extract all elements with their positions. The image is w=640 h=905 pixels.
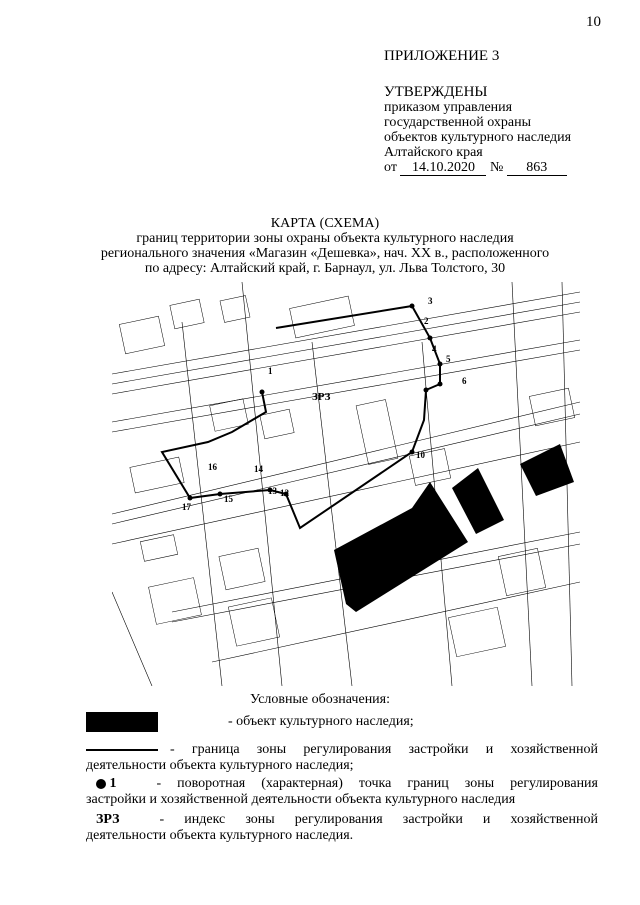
point-label: 12 [280,488,289,498]
map-title: КАРТА (СХЕМА) [270,216,380,231]
legend-text-cont: деятельности объекта культурного наследия. [86,828,354,844]
point-marker: 1 [109,776,117,791]
order-line: объектов культурного наследия [384,130,572,145]
order-date-line [384,160,571,176]
legend-item-index [86,812,598,844]
point-label: 3 [428,296,433,306]
legend-item-heritage [86,712,598,732]
legend-text: - граница зоны регулирования застройки и хозяйственной [170,742,598,757]
dot-icon [96,779,106,789]
boundary-line-swatch [86,749,158,751]
zone-index-marker: ЗРЗ [96,812,120,827]
approval-order-block [384,100,571,176]
point-label: 2 [424,316,429,326]
cadastral-map [112,282,580,686]
page-number: 10 [586,14,601,30]
point-label: 15 [224,494,233,504]
point-label: 4 [432,344,437,354]
map-title-block [90,216,560,276]
legend-text-cont: деятельности объекта культурного наследия; [86,758,354,773]
point-swatch [86,776,157,792]
date-prefix: от [384,160,397,175]
legend-text: - поворотная (характерная) точка границ зоны регулирования [156,776,598,792]
map-subtitle-line: по адресу: Алтайский край, г. Барнаул, ул. Льва Толстого, 30 [144,261,506,276]
order-line: Алтайского края [384,145,483,160]
order-line: приказом управления [384,100,513,115]
zone-index-label: ЗРЗ [312,391,331,403]
number-sign: № [489,160,504,175]
point-label: 16 [208,462,217,472]
map-subtitle-line: границ территории зоны охраны объекта культурного наследия [136,231,514,246]
order-date: 14.10.2020 [400,160,486,176]
legend-text: - объект культурного наследия; [228,714,414,730]
point-label: 13 [268,486,277,496]
point-label: 14 [254,464,263,474]
legend-title: Условные обозначения: [249,692,391,707]
point-label: 1 [268,366,273,376]
map-subtitle-line: регионального значения «Магазин «Дешевка», нач. XX в., расположенного [100,246,550,261]
point-label: 6 [462,376,467,386]
point-label: 10 [416,450,425,460]
order-number: 863 [507,160,567,176]
legend-text-cont: застройки и хозяйственной деятельности объекта культурного наследия [86,792,516,808]
legend-item-boundary [86,742,598,774]
approved-heading: УТВЕРЖДЕНЫ [384,84,488,100]
legend-text: - индекс зоны регулирования застройки и хозяйственной [159,812,598,828]
point-label: 5 [446,354,451,364]
appendix-label: ПРИЛОЖЕНИЕ 3 [384,48,500,64]
point-label: 17 [182,502,191,512]
order-line: государственной охраны [384,115,532,130]
legend-item-point [86,776,598,808]
heritage-swatch [86,712,158,732]
